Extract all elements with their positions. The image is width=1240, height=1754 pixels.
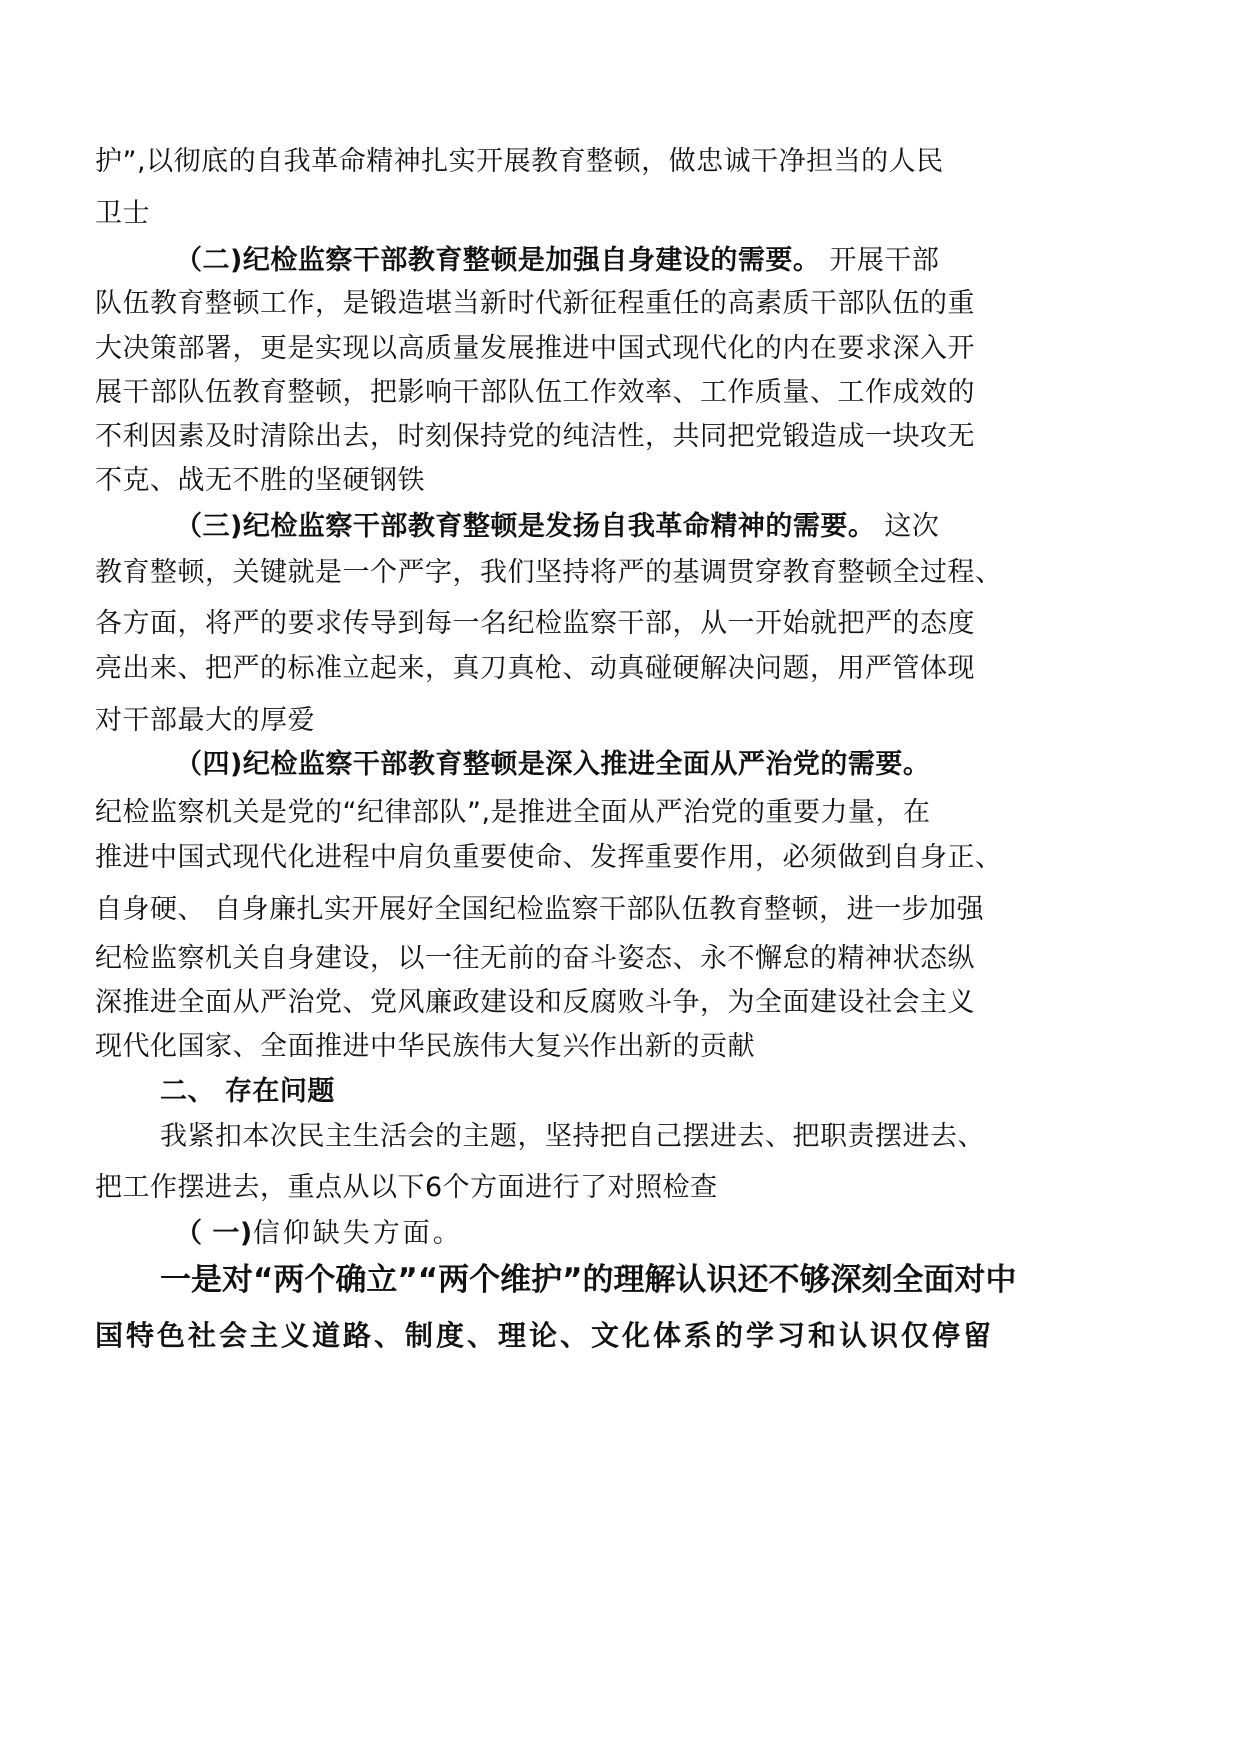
section-heading-line <box>175 509 939 545</box>
emphasis-line <box>95 1318 994 1354</box>
paragraph-line <box>95 703 315 739</box>
paragraph-line <box>95 1170 718 1206</box>
paragraph-line <box>160 1119 985 1155</box>
paragraph-line <box>95 144 944 180</box>
line-text: 推进中国式现代化进程中肩负重要使命、发挥重要作用，必须做到自身正、 <box>95 842 1003 873</box>
paragraph-line <box>95 286 975 322</box>
paragraph-line <box>95 795 931 831</box>
paragraph-line <box>95 606 975 642</box>
emphasis-text: 一是对“两个确立”“两个维护”的理解认识还不够深刻全面对中 <box>160 1262 1017 1298</box>
paragraph-line <box>95 463 425 499</box>
chapter-heading-line <box>160 1074 335 1110</box>
line-text: 自身硬、 自身廉扎实开展好全国纪检监察干部队伍教育整顿，进一步加强 <box>95 894 985 925</box>
paragraph-line <box>95 555 1003 591</box>
paragraph-line <box>95 375 975 411</box>
line-text: 我紧扣本次民主生活会的主题，坚持把自己摆进去、把职责摆进去、 <box>160 1121 985 1152</box>
line-text: 深推进全面从严治党、党风廉政建设和反腐败斗争，为全面建设社会主义 <box>95 987 975 1018</box>
line-text: 卫士 <box>95 198 150 229</box>
paragraph-line <box>95 985 975 1021</box>
section-heading: （二)纪检监察干部教育整顿是加强自身建设的需要。 <box>175 245 821 276</box>
chapter-heading: 二、 存在问题 <box>160 1076 335 1107</box>
sub-heading-text: 信仰缺失方面。 <box>252 1218 463 1249</box>
paragraph-line <box>95 1029 755 1065</box>
paragraph-line <box>95 331 975 367</box>
paragraph-line <box>95 196 150 232</box>
line-text: 队伍教育整顿工作，是锻造堪当新时代新征程重任的高素质干部队伍的重 <box>95 288 975 319</box>
paragraph-line <box>95 941 975 977</box>
paragraph-line <box>95 419 975 455</box>
line-text: 现代化国家、全面推进中华民族伟大复兴作出新的贡献 <box>95 1031 755 1062</box>
line-text: 护”,以彻底的自我革命精神扎实开展教育整顿，做忠诚干净担当的人民 <box>95 146 944 177</box>
emphasis-text: 国特色社会主义道路、制度、理论、文化体系的学习和认识仅停留 <box>95 1319 995 1352</box>
section-heading-line <box>175 243 939 279</box>
line-text: 展干部队伍教育整顿，把影响干部队伍工作效率、工作质量、工作成效的 <box>95 377 975 408</box>
line-text: 亮出来、把严的标准立起来，真刀真枪、动真碰硬解决问题，用严管体现 <box>95 653 975 684</box>
line-text: 对干部最大的厚爱 <box>95 705 315 736</box>
paragraph-line <box>95 840 1003 876</box>
line-text: 这次 <box>875 511 940 542</box>
emphasis-line <box>160 1262 1017 1298</box>
line-text: 纪检监察机关自身建设，以一往无前的奋斗姿态、永不懈怠的精神状态纵 <box>95 943 975 974</box>
line-text: 开展干部 <box>820 245 940 276</box>
line-text: 把工作摆进去，重点从以下6个方面进行了对照检查 <box>95 1172 718 1203</box>
paragraph-line <box>95 892 984 928</box>
line-text: 不克、战无不胜的坚硬钢铁 <box>95 465 425 496</box>
sub-heading-number: （ 一) <box>175 1218 253 1249</box>
line-text: 各方面，将严的要求传导到每一名纪检监察干部，从一开始就把严的态度 <box>95 608 975 639</box>
sub-heading-line <box>175 1216 463 1252</box>
line-text: 纪检监察机关是党的“纪律部队”,是推进全面从严治党的重要力量，在 <box>95 797 931 828</box>
section-heading: （四)纪检监察干部教育整顿是深入推进全面从严治党的需要。 <box>175 749 931 780</box>
section-heading: （三)纪检监察干部教育整顿是发扬自我革命精神的需要。 <box>175 511 876 542</box>
paragraph-line <box>95 651 975 687</box>
section-heading-line <box>175 747 930 783</box>
line-text: 不利因素及时清除出去，时刻保持党的纯洁性，共同把党锻造成一块攻无 <box>95 421 975 452</box>
line-text: 大决策部署，更是实现以高质量发展推进中国式现代化的内在要求深入开 <box>95 333 975 364</box>
line-text: 教育整顿，关键就是一个严字，我们坚持将严的基调贯穿教育整顿全过程、 <box>95 557 1003 588</box>
